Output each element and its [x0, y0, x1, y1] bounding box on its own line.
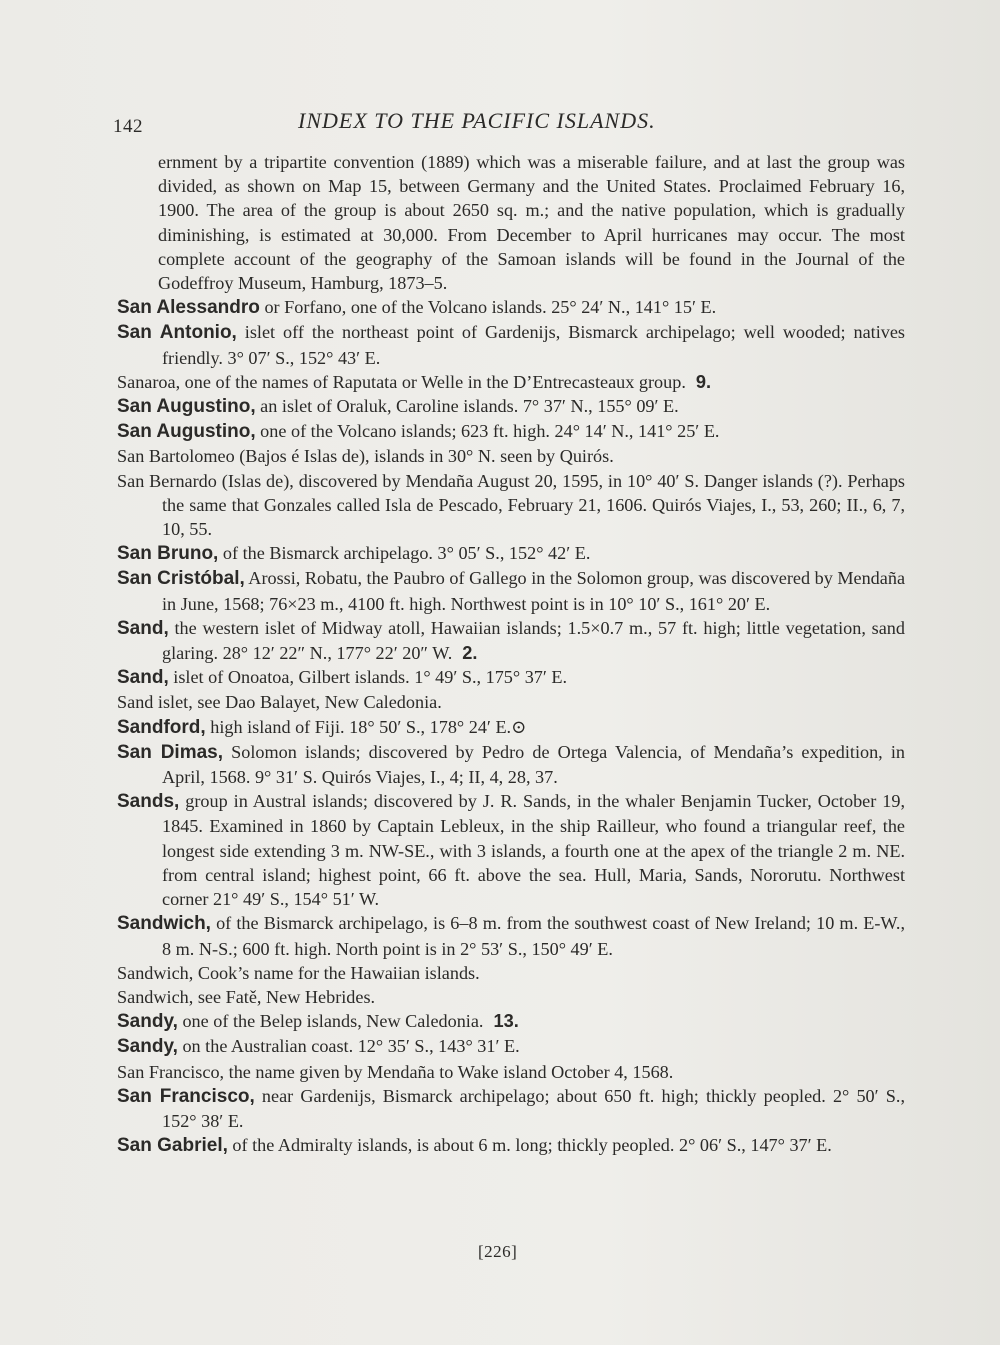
index-entry: [117, 789, 905, 911]
index-entry: [117, 370, 905, 394]
entry-text: (Bajos é Islas de), islands in 30° N. seen by Quirós.: [234, 446, 614, 467]
index-entry: [117, 444, 905, 468]
footer-reference: [226]: [478, 1242, 518, 1261]
entry-headword: Sandwich,: [117, 913, 211, 935]
entry-text: see Fatě, New Hebrides.: [193, 986, 376, 1007]
entry-headword: Sandford,: [117, 716, 206, 738]
entry-headword: Sandwich,: [117, 986, 194, 1007]
index-entry: [117, 1034, 905, 1059]
entry-headword: Sand,: [117, 667, 169, 689]
index-entry: [117, 295, 905, 320]
index-entry: [117, 541, 905, 566]
entry-text: Arossi, Robatu, the Paubro of Gallego in the Solomon group, was discovered by Mendaña in June, 1568; 76×23 m., 4100 ft. high. Northwest point is in 10° 10′ S., 161° 20′ E.: [162, 568, 906, 614]
entry-headword: San Bernardo: [117, 470, 217, 491]
entry-headword: Sanaroa,: [117, 371, 181, 392]
entry-text: near Gardenijs, Bismarck archipelago; about 650 ft. high; thickly peopled. 2° 50′ S., 152° 38′ E.: [162, 1085, 905, 1131]
entry-text: the western islet of Midway atoll, Hawaiian islands; 1.5×0.7 m., 57 ft. high; little vegetation, sand glaring. 28° 12′ 22″ N., 177° 22′ 20″ W.: [162, 617, 905, 664]
index-content: [117, 150, 905, 1158]
entry-text: high island of Fiji. 18° 50′ S., 178° 24′ E.⊙: [205, 716, 527, 737]
index-entry: [117, 665, 905, 690]
page-number: 142: [113, 116, 143, 137]
index-entry: [117, 394, 905, 419]
entry-text: one of the names of Raputata or Welle in the D’Entrecasteaux group.: [180, 371, 686, 392]
index-entry: [117, 911, 905, 960]
entry-text: group in Austral islands; discovered by J. R. Sands, in the whaler Benjamin Tucker, October 19, 1845. Examined in 1860 by Captain Lebleux, in the ship Railleur, who found a triangular reef, the longest side extending 3 m. NW-SE., with 3 islands, a fourth one at the apex of the triangle 2 m. NE. from central island; highest point, 66 ft. above the sea. Hull, Maria, Sands, Nororutu. Northwest corner 21° 49′ S., 154° 51′ W.: [162, 791, 905, 910]
continuation-paragraph: ernment by a tripartite convention (1889) which was a miserable failure, and at last the group was divided, as shown on Map 15, between Germany and the United States. Proclaimed February 16, 1900. The area of the group is about 2650 sq. m.; and the native population, which is gradually diminishing, is estimated at 30,000. From December to April hurricanes may occur. The most complete account of the geography of the Samoan islands will be found in the Journal of the Godeffroy Museum, Hamburg, 1873–5.: [158, 152, 905, 294]
index-entry: [117, 985, 905, 1009]
entry-headword: San Augustino,: [117, 396, 256, 418]
entry-headword: Sandy,: [117, 1011, 178, 1033]
index-entry: [117, 740, 905, 789]
index-entry: [117, 1009, 905, 1034]
entry-text: the name given by Mendaña to Wake island October 4, 1568.: [224, 1061, 674, 1082]
index-entry: [117, 469, 905, 542]
entry-map-reference: 9.: [695, 371, 712, 392]
entry-headword: San Francisco,: [117, 1061, 225, 1082]
entry-text: Cook’s name for the Hawaiian islands.: [193, 962, 480, 983]
entry-headword: San Antonio,: [117, 322, 237, 344]
running-head: INDEX TO THE PACIFIC ISLANDS.: [298, 108, 656, 133]
index-entry: [117, 1084, 905, 1133]
entry-map-reference: 2.: [462, 643, 478, 664]
entry-text: an islet of Oraluk, Caroline islands. 7° 37′ N., 155° 09′ E.: [255, 396, 679, 417]
entry-text: one of the Belep islands, New Caledonia.: [177, 1011, 484, 1032]
index-entry: [117, 1060, 905, 1084]
entry-text: see Dao Balayet, New Caledonia.: [192, 692, 442, 713]
index-entry: [117, 419, 905, 444]
entry-text: one of the Volcano islands; 623 ft. high. 24° 14′ N., 141° 25′ E.: [255, 421, 720, 442]
entry-map-reference: 13.: [493, 1011, 519, 1032]
entry-headword: Sandy,: [117, 1036, 178, 1058]
entry-text: islet of Onoatoa, Gilbert islands. 1° 49′ S., 175° 37′ E.: [168, 667, 568, 688]
entry-text: islet off the northeast point of Gardenijs, Bismarck archipelago; well wooded; natives friendly. 3° 07′ S., 152° 43′ E.: [162, 322, 905, 368]
entry-headword: San Gabriel,: [117, 1135, 228, 1157]
entry-headword: Sand islet,: [117, 692, 193, 713]
index-entry: [117, 320, 905, 369]
entry-text: of the Bismarck archipelago. 3° 05′ S., 152° 42′ E.: [218, 543, 591, 564]
entry-headword: San Alessandro: [117, 297, 260, 319]
entry-headword: Sands,: [117, 791, 180, 813]
entry-headword: San Bartolomeo: [117, 446, 235, 467]
entry-headword: Sand,: [117, 617, 169, 639]
entry-text: of the Bismarck archipelago, is 6–8 m. from the southwest coast of New Ireland; 10 m. E-W., 8 m. N-S.; 600 ft. high. North point is in 2° 53′ S., 150° 49′ E.: [162, 913, 905, 959]
entry-text: Solomon islands; discovered by Pedro de Ortega Valencia, of Mendaña’s expedition, in April, 1568. 9° 31′ S. Quirós Viajes, I., 4; II, 4, 28, 37.: [162, 741, 905, 788]
entry-text: or Forfano, one of the Volcano islands. 25° 24′ N., 141° 15′ E.: [259, 297, 717, 318]
entry-headword: San Dimas,: [117, 741, 224, 763]
entry-text: of the Admiralty islands, is about 6 m. long; thickly peopled. 2° 06′ S., 147° 37′ E.: [227, 1135, 832, 1156]
index-entry: [117, 961, 905, 985]
entry-headword: San Augustino,: [117, 421, 256, 443]
index-entry: [117, 690, 905, 714]
index-entry: [117, 566, 905, 615]
entry-headword: San Cristóbal,: [117, 568, 245, 590]
entry-headword: San Bruno,: [117, 543, 219, 565]
entry-list: [117, 295, 905, 1158]
index-entry: [117, 715, 905, 740]
entry-headword: San Francisco,: [117, 1085, 255, 1107]
entry-text: (Islas de), discovered by Mendaña August 20, 1595, in 10° 40′ S. Danger islands (?). Perhaps the same that Gonzales called Isla de Pescado, February 21, 1606. Quirós Viajes, I., 53, 260; II., 6, 7, 10, 55.: [162, 470, 906, 540]
index-entry: [117, 1133, 905, 1158]
entry-text: on the Australian coast. 12° 35′ S., 143° 31′ E.: [177, 1036, 520, 1057]
index-entry: [117, 616, 905, 665]
entry-headword: Sandwich,: [117, 962, 194, 983]
